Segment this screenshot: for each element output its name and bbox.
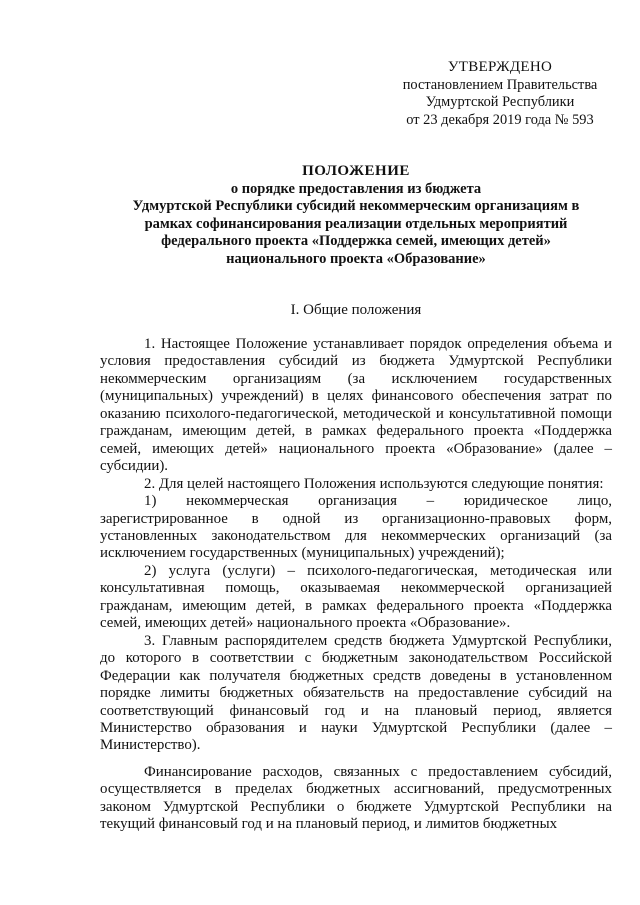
paragraph: 1. Настоящее Положение устанавливает порядок определения объема и условия предоставления субсидий из бюджета Удмуртской Республики некоммерческим организациям (за исключением государственных (муниципальных) учреждений) в целях финансового обеспечения затрат по оказанию психолого-педагогической, методической и консультативной помощи гражданам, имеющим детей, в рамках федерального проекта «Поддержка семей, имеющих детей» национального проекта «Образование» (далее – субсидии). (100, 336, 612, 475)
document-body (100, 336, 612, 834)
approval-heading: УТВЕРЖДЕНО (447, 59, 553, 75)
approval-line: постановлением Правительства (402, 76, 598, 93)
paragraph: 2) услуга (услуги) – психолого-педагогическая, методическая или консультативная помощь, оказываемая некоммерческой организацией гражданам, имеющим детей, в рамках федерального проекта «Поддержка семей, имеющих детей» национального проекта «Образование». (100, 562, 612, 632)
approval-line: Удмуртской Республики (425, 94, 575, 110)
title-line: Удмуртской Республики субсидий некоммерческим организациям в (132, 198, 580, 215)
section-heading: I. Общие положения (290, 302, 422, 318)
paragraph: 1) некоммерческая организация – юридическое лицо, зарегистрированное в одной из организационно-правовых форм, установленных законодательством для некоммерческих организаций (за исключением государственных (муниципальных) учреждений); (100, 493, 612, 562)
title-line: национального проекта «Образование» (226, 250, 486, 267)
title-main: ПОЛОЖЕНИЕ (302, 163, 410, 179)
document-title (100, 163, 612, 269)
paragraph: 2. Для целей настоящего Положения используются следующие понятия: (144, 475, 604, 492)
approval-block (380, 59, 620, 129)
title-line: рамках софинансирования реализации отдельных мероприятий (144, 215, 568, 232)
title-line: о порядке предоставления из бюджета (230, 180, 482, 197)
title-line: федерального проекта «Поддержка семей, имеющих детей» (161, 233, 551, 250)
paragraph: Финансирование расходов, связанных с предоставлением субсидий, осуществляется в пределах бюджетных ассигнований, предусмотренных законом Удмуртской Республики о бюджете Удмуртской Республики на текущий финансовый год и на плановый период, и лимитов бюджетных (100, 763, 612, 833)
paragraph: 3. Главным распорядителем средств бюджета Удмуртской Республики, до которого в соответствии с бюджетным законодательством Российской Федерации как получателя бюджетных средств доведены в установленном порядке лимиты бюджетных обязательств на предоставление субсидий на соответствующий финансовый год и на плановый период, является Министерство образования и науки Удмуртской Республики (далее – Министерство). (100, 632, 612, 754)
approval-line: от 23 декабря 2019 года № 593 (406, 111, 594, 128)
